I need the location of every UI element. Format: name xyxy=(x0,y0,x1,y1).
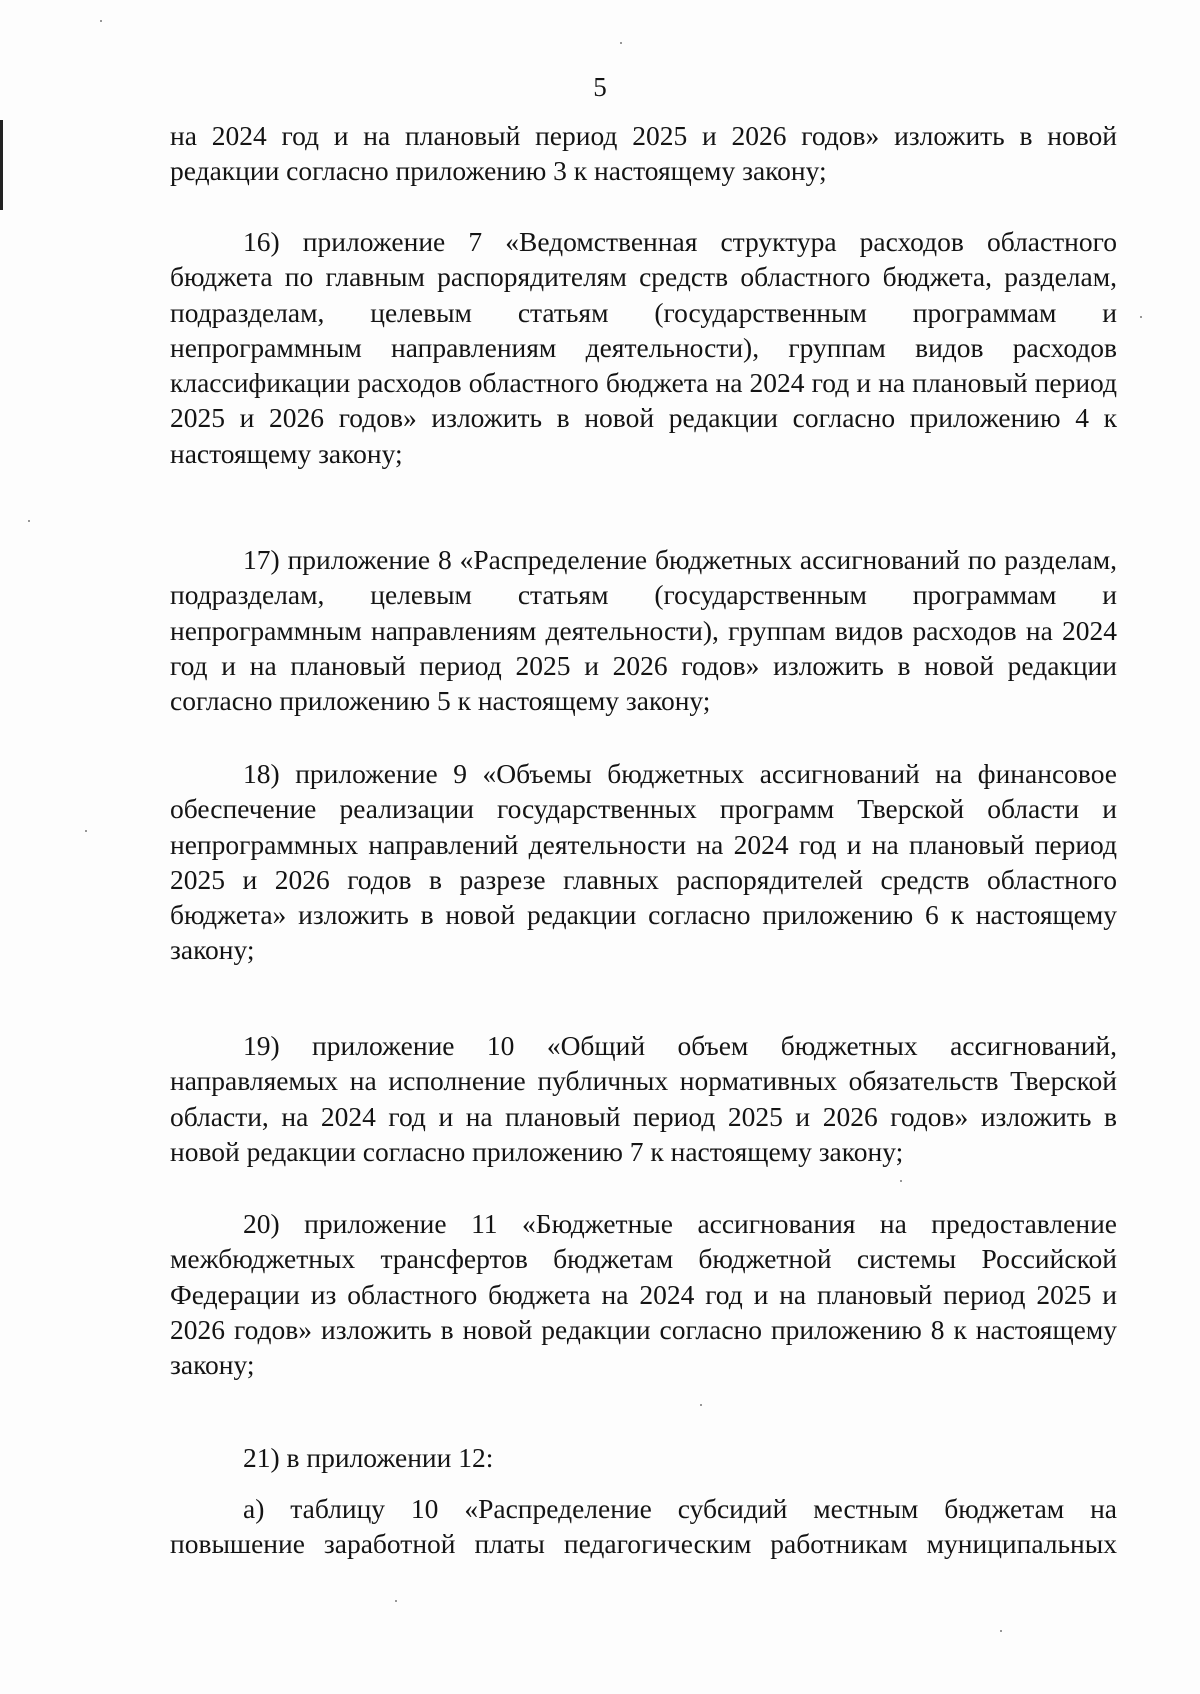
scan-speck xyxy=(1000,1630,1002,1632)
scan-speck xyxy=(100,20,102,22)
scan-speck xyxy=(620,42,622,44)
page-number: 5 xyxy=(593,72,607,102)
paragraph-21: 21) в приложении 12: xyxy=(243,1442,494,1473)
paragraph-17: 17) приложение 8 «Распределение бюджетных ассигнований по разделам, подразделам, целевым статьям (государственным программам и непрограммным направлениям деятельности), группам видов расходов на 2024 год и на плановый период 2025 и 2026 годов» изложить в новой редакции согласно приложению 5 к настоящему закону; xyxy=(170,544,1117,717)
scan-speck xyxy=(900,1180,902,1182)
paragraph-16: 16) приложение 7 «Ведомственная структура расходов областного бюджета по главным распорядителям средств областного бюджета, разделам, подразделам, целевым статьям (государственным программам и непрограммным направлениям деятельности), группам видов расходов классификации расходов областного бюджета на 2024 год и на плановый период 2025 и 2026 годов» изложить в новой редакции согласно приложению 4 к настоящему закону; xyxy=(170,226,1117,469)
scan-margin-mark xyxy=(0,120,3,210)
paragraph-18: 18) приложение 9 «Объемы бюджетных ассигнований на финансовое обеспечение реализации государственных программ Тверской области и непрограммных направлений деятельности на 2024 год и на плановый период 2025 и 2026 годов в разрезе главных распорядителей средств областного бюджета» изложить в новой редакции согласно приложению 6 к настоящему закону; xyxy=(170,758,1117,966)
paragraph-19: 19) приложение 10 «Общий объем бюджетных ассигнований, направляемых на исполнение публичных нормативных обязательств Тверской области, на 2024 год и на плановый период 2025 и 2026 годов» изложить в новой редакции согласно приложению 7 к настоящему закону; xyxy=(170,1030,1117,1167)
paragraph-20: 20) приложение 11 «Бюджетные ассигнования на предоставление межбюджетных трансфертов бюджетам бюджетной системы Российской Федерации из областного бюджета на 2024 год и на плановый период 2025 и 2026 годов» изложить в новой редакции согласно приложению 8 к настоящему закону; xyxy=(170,1208,1117,1381)
scan-speck xyxy=(28,520,30,522)
scan-speck xyxy=(1140,316,1142,318)
scan-speck xyxy=(700,1404,702,1406)
scan-speck xyxy=(85,830,87,832)
scan-speck xyxy=(395,1600,397,1602)
paragraph-21a: а) таблицу 10 «Распределение субсидий местным бюджетам на повышение заработной платы педагогическим работникам муниципальных xyxy=(170,1493,1117,1560)
paragraph-15-tail: на 2024 год и на плановый период 2025 и 2026 годов» изложить в новой редакции согласно приложению 3 к настоящему закону; xyxy=(170,120,1117,187)
